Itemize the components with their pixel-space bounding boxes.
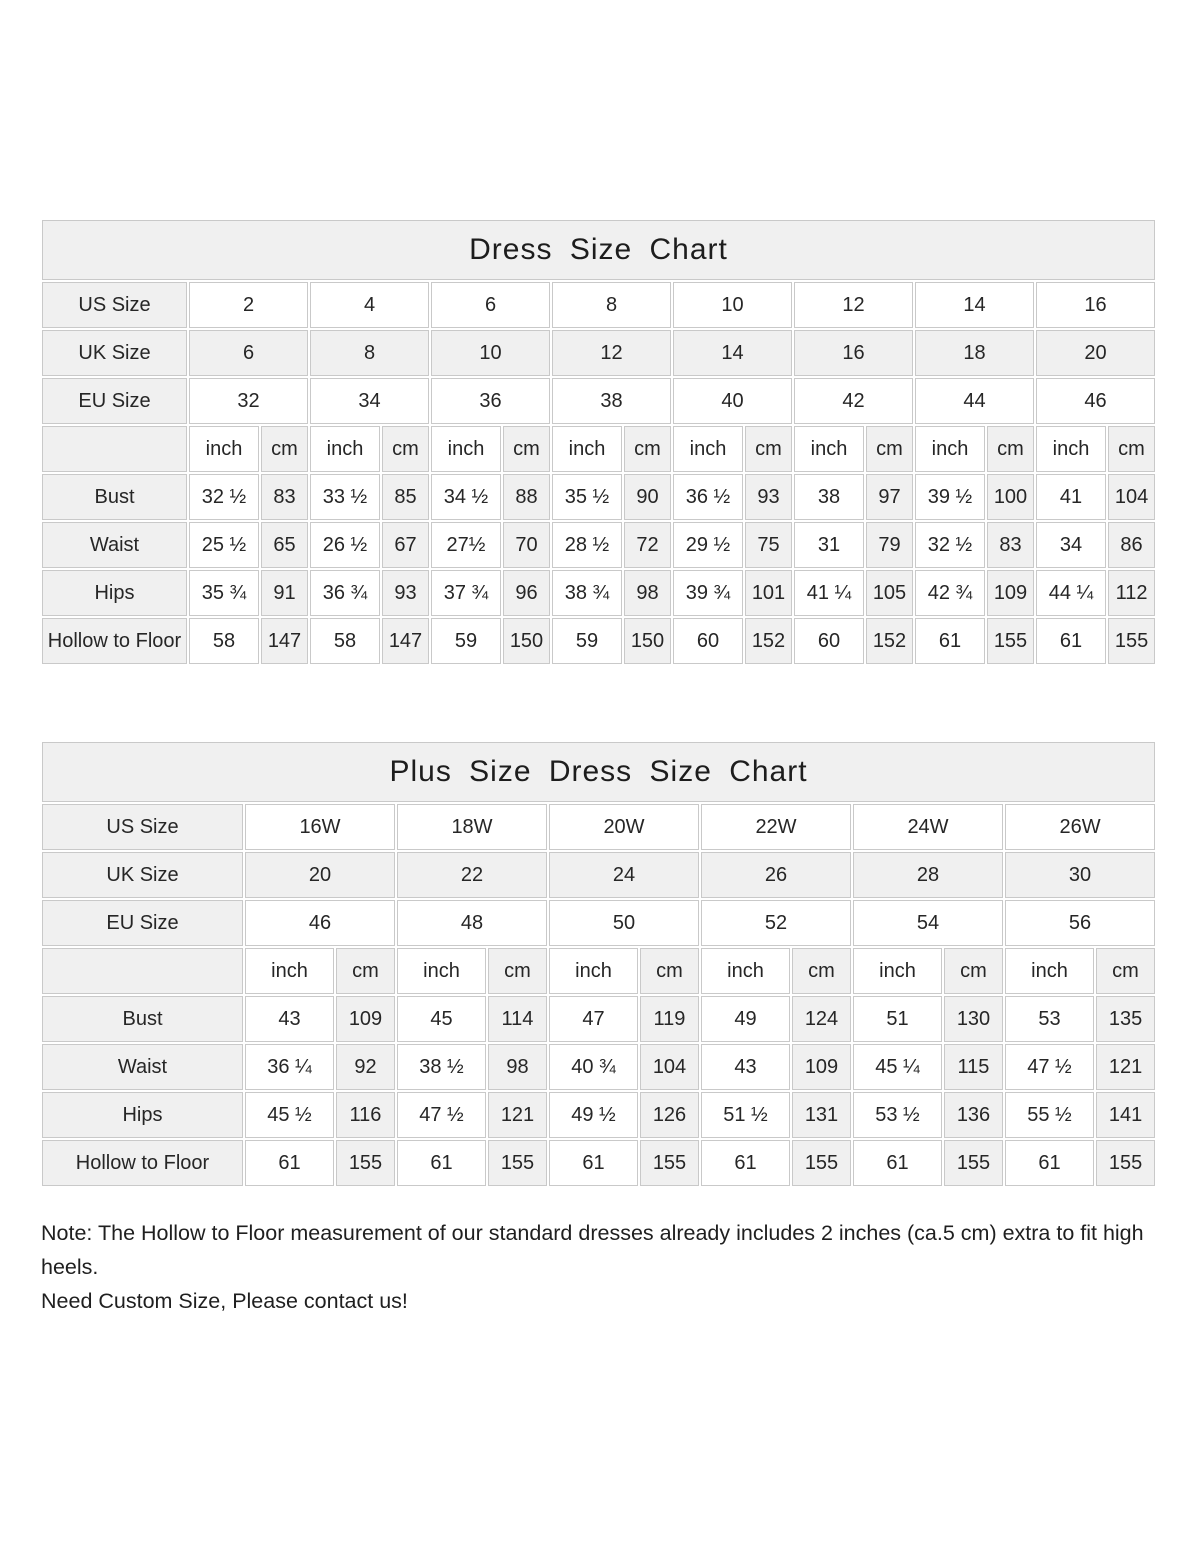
uk-size-value: 20 [1036,330,1155,376]
hollow-to-floor-cm-value: 155 [336,1140,395,1186]
waist-cm-value: 72 [624,522,671,568]
plus-table-unit-row [42,948,1155,994]
inch-header: inch [1005,948,1094,994]
eu-size-value: 52 [701,900,851,946]
eu-size-value: 38 [552,378,671,424]
bust-inch-value: 32 ½ [189,474,259,520]
waist-cm-value: 70 [503,522,550,568]
standard-table-row-uk-size [42,330,1155,376]
uk-size-value: 28 [853,852,1003,898]
bust-inch-value: 51 [853,996,942,1042]
bust-inch-value: 45 [397,996,486,1042]
bust-inch-value: 49 [701,996,790,1042]
hollow-to-floor-inch-value: 60 [673,618,743,664]
hips-inch-value: 44 ¼ [1036,570,1106,616]
plus-size-dress-size-chart-table [40,740,1157,1188]
hollow-to-floor-cm-value: 155 [640,1140,699,1186]
uk-size-value: 18 [915,330,1034,376]
hips-label: Hips [42,1092,243,1138]
standard-table-row-hollow-to-floor [42,618,1155,664]
eu-size-label: EU Size [42,900,243,946]
bust-label: Bust [42,996,243,1042]
hollow-to-floor-cm-value: 155 [944,1140,1003,1186]
plus-table-row-us-size [42,804,1155,850]
uk-size-value: 14 [673,330,792,376]
bust-inch-value: 47 [549,996,638,1042]
cm-header: cm [987,426,1034,472]
waist-inch-value: 38 ½ [397,1044,486,1090]
hollow-to-floor-cm-value: 147 [382,618,429,664]
uk-size-value: 20 [245,852,395,898]
waist-inch-value: 47 ½ [1005,1044,1094,1090]
waist-cm-value: 75 [745,522,792,568]
standard-table-row-bust [42,474,1155,520]
inch-header: inch [549,948,638,994]
hips-inch-value: 51 ½ [701,1092,790,1138]
eu-size-value: 54 [853,900,1003,946]
bust-inch-value: 43 [245,996,334,1042]
cm-header: cm [503,426,550,472]
hollow-to-floor-cm-value: 155 [1096,1140,1155,1186]
hollow-to-floor-inch-value: 59 [431,618,501,664]
hips-cm-value: 105 [866,570,913,616]
hips-inch-value: 47 ½ [397,1092,486,1138]
note-line-hollow-to-floor: Note: The Hollow to Floor measurement of our standard dresses already includes 2 inches (ca.5 cm) extra to fit high heels. [41,1221,1144,1279]
bust-inch-value: 41 [1036,474,1106,520]
cm-header: cm [640,948,699,994]
standard-table-title: Dress Size Chart [42,220,1155,280]
hollow-to-floor-cm-value: 155 [987,618,1034,664]
standard-table-title-row [42,220,1155,280]
inch-header: inch [701,948,790,994]
cm-header: cm [488,948,547,994]
hips-cm-value: 101 [745,570,792,616]
uk-size-value: 10 [431,330,550,376]
us-size-value: 12 [794,282,913,328]
hollow-to-floor-cm-value: 147 [261,618,308,664]
bust-cm-value: 85 [382,474,429,520]
bust-cm-value: 104 [1108,474,1155,520]
standard-table-row-hips [42,570,1155,616]
waist-inch-value: 40 ¾ [549,1044,638,1090]
bust-label: Bust [42,474,187,520]
waist-cm-value: 104 [640,1044,699,1090]
uk-size-value: 8 [310,330,429,376]
standard-table-row-waist [42,522,1155,568]
hollow-to-floor-inch-value: 61 [853,1140,942,1186]
hips-inch-value: 53 ½ [853,1092,942,1138]
bust-cm-value: 100 [987,474,1034,520]
plus-table-title: Plus Size Dress Size Chart [42,742,1155,802]
waist-cm-value: 109 [792,1044,851,1090]
hips-cm-value: 121 [488,1092,547,1138]
uk-size-value: 12 [552,330,671,376]
us-size-value: 18W [397,804,547,850]
us-size-value: 4 [310,282,429,328]
cm-header: cm [624,426,671,472]
hips-cm-value: 116 [336,1092,395,1138]
hollow-to-floor-cm-value: 152 [866,618,913,664]
uk-size-label: UK Size [42,330,187,376]
inch-header: inch [915,426,985,472]
hollow-to-floor-inch-value: 61 [701,1140,790,1186]
waist-inch-value: 27½ [431,522,501,568]
us-size-value: 10 [673,282,792,328]
uk-size-value: 22 [397,852,547,898]
bust-inch-value: 39 ½ [915,474,985,520]
waist-inch-value: 36 ¼ [245,1044,334,1090]
hollow-to-floor-inch-value: 61 [549,1140,638,1186]
hips-label: Hips [42,570,187,616]
bust-cm-value: 97 [866,474,913,520]
eu-size-value: 44 [915,378,1034,424]
inch-header: inch [1036,426,1106,472]
bust-cm-value: 83 [261,474,308,520]
bust-cm-value: 114 [488,996,547,1042]
uk-size-value: 26 [701,852,851,898]
waist-cm-value: 115 [944,1044,1003,1090]
hips-inch-value: 36 ¾ [310,570,380,616]
waist-inch-value: 45 ¼ [853,1044,942,1090]
hollow-to-floor-label: Hollow to Floor [42,618,187,664]
bust-cm-value: 130 [944,996,1003,1042]
plus-table-row-bust [42,996,1155,1042]
hollow-to-floor-inch-value: 60 [794,618,864,664]
waist-inch-value: 26 ½ [310,522,380,568]
hollow-to-floor-cm-value: 152 [745,618,792,664]
standard-table-row-eu-size [42,378,1155,424]
eu-size-value: 42 [794,378,913,424]
uk-size-value: 16 [794,330,913,376]
cm-header: cm [866,426,913,472]
eu-size-label: EU Size [42,378,187,424]
unit-row-spacer [42,948,243,994]
waist-label: Waist [42,522,187,568]
bust-cm-value: 93 [745,474,792,520]
us-size-label: US Size [42,282,187,328]
hips-cm-value: 109 [987,570,1034,616]
hips-inch-value: 37 ¾ [431,570,501,616]
us-size-value: 20W [549,804,699,850]
plus-table-title-row [42,742,1155,802]
hollow-to-floor-cm-value: 150 [503,618,550,664]
waist-inch-value: 28 ½ [552,522,622,568]
eu-size-value: 40 [673,378,792,424]
standard-table-row-us-size [42,282,1155,328]
uk-size-value: 24 [549,852,699,898]
hollow-to-floor-inch-value: 61 [245,1140,334,1186]
plus-table-row-hips [42,1092,1155,1138]
inch-header: inch [794,426,864,472]
eu-size-value: 56 [1005,900,1155,946]
plus-table-row-uk-size [42,852,1155,898]
us-size-value: 26W [1005,804,1155,850]
plus-table-row-eu-size [42,900,1155,946]
us-size-value: 2 [189,282,308,328]
us-size-label: US Size [42,804,243,850]
eu-size-value: 34 [310,378,429,424]
standard-dress-size-chart-table [40,218,1157,666]
us-size-value: 22W [701,804,851,850]
note-line-custom-size: Need Custom Size, Please contact us! [41,1289,408,1313]
bust-inch-value: 53 [1005,996,1094,1042]
bust-cm-value: 119 [640,996,699,1042]
plus-table-row-hollow-to-floor [42,1140,1155,1186]
us-size-value: 6 [431,282,550,328]
cm-header: cm [382,426,429,472]
plus-table-row-waist [42,1044,1155,1090]
inch-header: inch [853,948,942,994]
hollow-to-floor-inch-value: 58 [310,618,380,664]
cm-header: cm [745,426,792,472]
cm-header: cm [336,948,395,994]
waist-cm-value: 121 [1096,1044,1155,1090]
bust-inch-value: 33 ½ [310,474,380,520]
cm-header: cm [792,948,851,994]
bust-inch-value: 34 ½ [431,474,501,520]
bust-cm-value: 109 [336,996,395,1042]
hips-cm-value: 91 [261,570,308,616]
cm-header: cm [1096,948,1155,994]
inch-header: inch [431,426,501,472]
hollow-to-floor-inch-value: 61 [397,1140,486,1186]
hips-cm-value: 98 [624,570,671,616]
us-size-value: 14 [915,282,1034,328]
bust-inch-value: 35 ½ [552,474,622,520]
waist-inch-value: 29 ½ [673,522,743,568]
waist-cm-value: 98 [488,1044,547,1090]
cm-header: cm [261,426,308,472]
hips-cm-value: 141 [1096,1092,1155,1138]
waist-cm-value: 92 [336,1044,395,1090]
standard-table-unit-row [42,426,1155,472]
hollow-to-floor-inch-value: 59 [552,618,622,664]
uk-size-label: UK Size [42,852,243,898]
hollow-to-floor-label: Hollow to Floor [42,1140,243,1186]
hips-cm-value: 136 [944,1092,1003,1138]
waist-inch-value: 43 [701,1044,790,1090]
uk-size-value: 30 [1005,852,1155,898]
inch-header: inch [552,426,622,472]
size-chart-note [41,1216,1163,1318]
bust-inch-value: 38 [794,474,864,520]
waist-inch-value: 32 ½ [915,522,985,568]
hollow-to-floor-cm-value: 150 [624,618,671,664]
bust-cm-value: 90 [624,474,671,520]
hollow-to-floor-inch-value: 61 [1005,1140,1094,1186]
waist-cm-value: 79 [866,522,913,568]
bust-inch-value: 36 ½ [673,474,743,520]
eu-size-value: 48 [397,900,547,946]
hollow-to-floor-cm-value: 155 [488,1140,547,1186]
hips-inch-value: 38 ¾ [552,570,622,616]
hollow-to-floor-cm-value: 155 [1108,618,1155,664]
hollow-to-floor-inch-value: 58 [189,618,259,664]
bust-cm-value: 135 [1096,996,1155,1042]
hips-inch-value: 49 ½ [549,1092,638,1138]
hips-cm-value: 93 [382,570,429,616]
hips-cm-value: 96 [503,570,550,616]
inch-header: inch [189,426,259,472]
unit-row-spacer [42,426,187,472]
waist-label: Waist [42,1044,243,1090]
inch-header: inch [397,948,486,994]
hips-cm-value: 126 [640,1092,699,1138]
waist-inch-value: 34 [1036,522,1106,568]
hips-inch-value: 39 ¾ [673,570,743,616]
waist-cm-value: 67 [382,522,429,568]
us-size-value: 8 [552,282,671,328]
waist-cm-value: 65 [261,522,308,568]
inch-header: inch [673,426,743,472]
eu-size-value: 46 [245,900,395,946]
bust-cm-value: 88 [503,474,550,520]
us-size-value: 16W [245,804,395,850]
inch-header: inch [245,948,334,994]
hollow-to-floor-inch-value: 61 [915,618,985,664]
eu-size-value: 50 [549,900,699,946]
waist-inch-value: 31 [794,522,864,568]
hollow-to-floor-inch-value: 61 [1036,618,1106,664]
cm-header: cm [1108,426,1155,472]
hips-inch-value: 55 ½ [1005,1092,1094,1138]
uk-size-value: 6 [189,330,308,376]
waist-cm-value: 86 [1108,522,1155,568]
us-size-value: 16 [1036,282,1155,328]
waist-cm-value: 83 [987,522,1034,568]
hips-inch-value: 41 ¼ [794,570,864,616]
eu-size-value: 46 [1036,378,1155,424]
hollow-to-floor-cm-value: 155 [792,1140,851,1186]
hips-inch-value: 42 ¾ [915,570,985,616]
cm-header: cm [944,948,1003,994]
eu-size-value: 32 [189,378,308,424]
inch-header: inch [310,426,380,472]
hips-inch-value: 45 ½ [245,1092,334,1138]
bust-cm-value: 124 [792,996,851,1042]
hips-cm-value: 112 [1108,570,1155,616]
hips-cm-value: 131 [792,1092,851,1138]
hips-inch-value: 35 ¾ [189,570,259,616]
us-size-value: 24W [853,804,1003,850]
eu-size-value: 36 [431,378,550,424]
waist-inch-value: 25 ½ [189,522,259,568]
